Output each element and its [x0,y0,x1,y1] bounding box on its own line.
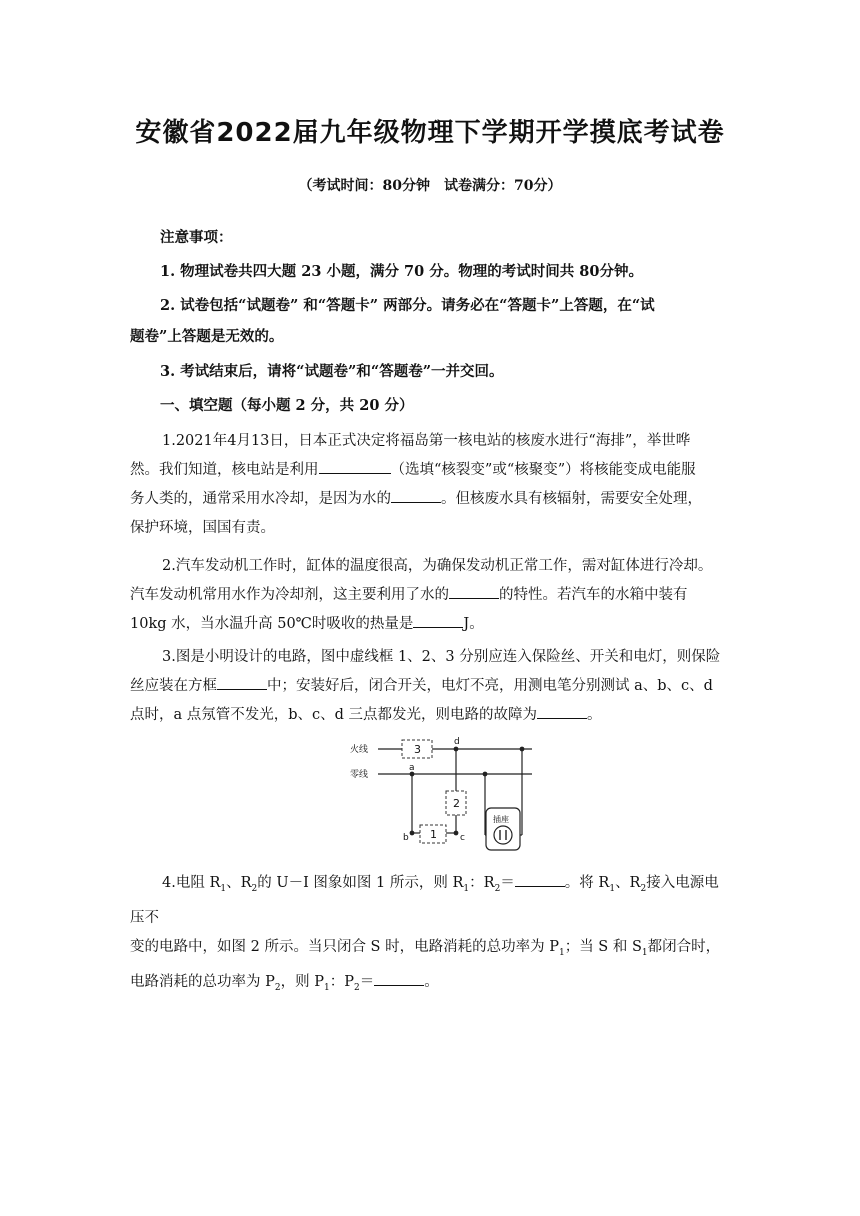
q3-blank-2[interactable] [537,704,587,719]
q1-line-3b: 。但核废水具有核辐射，需要安全处理， [441,491,702,507]
junction-c [454,831,459,836]
q1-line-3a: 务人类的，通常采用水冷却，是因为水的 [130,491,391,507]
q1-line-1: 1.2021年4月13日，日本正式决定将福岛第一核电站的核废水进行“海排”，举世哗 [162,433,691,449]
q1-blank-2[interactable] [391,488,441,503]
q3-line-2a: 丝应装在方框 [130,678,217,694]
neutral-wire-label: 零线 [350,770,369,780]
q2-line-2a: 汽车发动机常用水作为冷却剂，这主要利用了水的 [130,587,449,603]
q4-line-2: 变的电路中，如图 2 所示。当只闭合 S 时，电路消耗的总功率为 $P_1$；当 S 和 $S_1$都闭合时， [130,938,721,958]
q2-line-3a: 10kg 水，当水温升高 50℃时吸收的热量是 [130,616,414,632]
question-3 [130,643,730,730]
junction-b [410,831,415,836]
q4-blank-1[interactable] [515,872,565,887]
q1-blank-1[interactable] [319,459,391,474]
point-b-label: b [403,833,409,843]
box-1-label: 1 [430,828,437,841]
q1-line-2b: （选填“核裂变”或“核聚变”）将核能变成电能服 [390,462,696,478]
box-3-label: 3 [414,743,421,756]
junction-d [454,747,459,752]
q2-line-3b: J。 [463,616,484,632]
circuit-diagram [350,733,540,853]
q2-blank-2[interactable] [413,613,463,628]
q4-line-3: 电路消耗的总功率为 $P_2$，则 $P_1$：$P_2=$ 。 [130,974,439,990]
section-heading-fill-blank: 一、填空题（每小题 2 分，共 20 分） [160,397,414,414]
box-2-label: 2 [453,797,460,810]
live-wire-label: 火线 [350,745,369,755]
q3-line-3b: 。 [587,707,602,723]
socket-label: 插座 [493,815,509,824]
notice-item-2: 2. 试卷包括“试题卷” 和“答题卡” 两部分。请务必在“答题卡”上答题，在“试 [160,297,655,314]
question-1 [130,427,730,543]
point-d-label: d [454,737,460,747]
question-4 [130,869,730,1003]
question-2 [130,552,730,639]
q3-line-3a: 点时，a 点氖管不发光，b、c、d 三点都发光，则电路的故障为 [130,707,538,723]
q4-blank-2[interactable] [374,971,424,986]
point-c-label: c [460,833,465,843]
q4-line-1: 4.电阻 $R_1$、$R_2$的 U－I 图象如图 1 所示，则 $R_1$：$R_2=$ 。将 $R_1$、$R_2$接入电源电压不 [130,869,730,933]
q3-line-1: 3.图是小明设计的电路，图中虚线框 1、2、3 分别应连入保险丝、开关和电灯，则保险 [162,649,721,665]
socket-icon [494,826,512,844]
q2-line-1: 2.汽车发动机工作时，缸体的温度很高，为确保发动机正常工作，需对缸体进行冷却。 [162,558,713,574]
q1-line-4: 保护环境，国国有责。 [130,520,275,536]
q3-line-2b: 中；安装好后，闭合开关，电灯不亮，用测电笔分别测试 a、b、c、d [267,678,713,694]
exam-subtitle: （考试时间：80分钟 试卷满分：70分） [298,178,562,194]
notice-heading: 注意事项： [160,229,233,246]
notice-item-2-cont: 题卷”上答题是无效的。 [130,328,284,345]
notice-item-1: 1. 物理试卷共四大题 23 小题，满分 70 分。物理的考试时间共 80分钟。 [160,263,643,280]
q1-line-2a: 然。我们知道，核电站是利用 [130,462,319,478]
point-a-label: a [409,763,415,773]
q2-line-2b: 的特性。若汽车的水箱中装有 [499,587,688,603]
q2-blank-1[interactable] [449,584,499,599]
notice-item-3: 3. 考试结束后，请将“试题卷”和“答题卷”一并交回。 [160,363,504,380]
exam-title: 安徽省2022届九年级物理下学期开学摸底考试卷 [135,118,725,148]
q3-blank-1[interactable] [217,675,267,690]
